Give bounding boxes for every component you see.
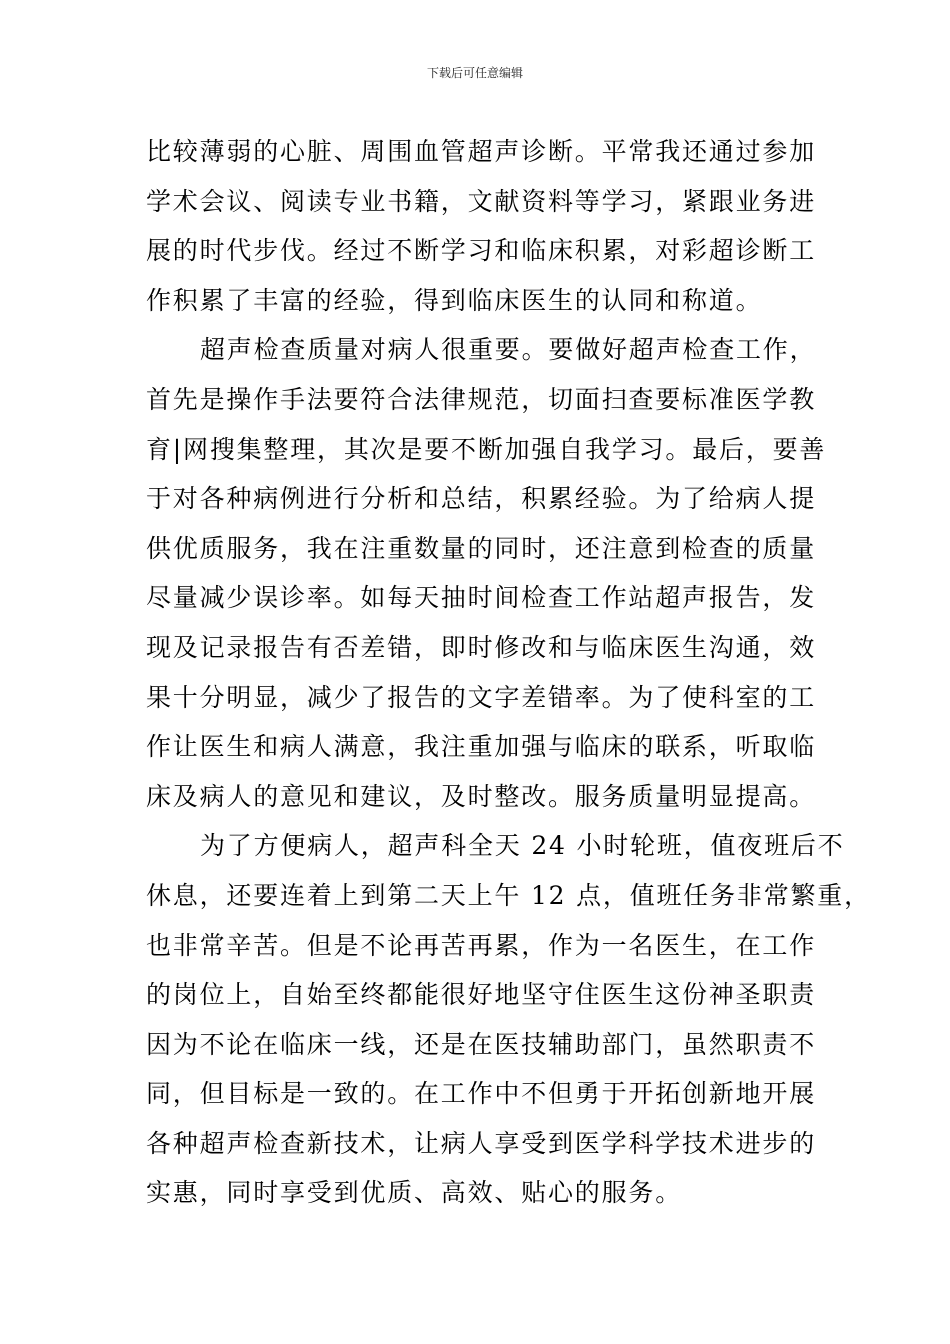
paragraph-3-line: 实惠，同时享受到优质、高效、贴心的服务。	[146, 1178, 683, 1208]
document-body	[146, 127, 871, 1218]
paragraph-2-line: 于对各种病例进行分析和总结，积累经验。为了给病人提	[146, 484, 817, 514]
paragraph-3-line: 因为不论在临床一线，还是在医技辅助部门，虽然职责不	[146, 1029, 817, 1059]
paragraph-3-line: 的岗位上，自始至终都能很好地坚守住医生这份神圣职责	[146, 980, 817, 1010]
paragraph-3-line: 休息，还要连着上到第二天上午 12 点，值班任务非常繁重，	[146, 880, 871, 910]
paragraph-2-line: 尽量减少误诊率。如每天抽时间检查工作站超声报告，发	[146, 583, 817, 613]
paragraph-3-line: 也非常辛苦。但是不论再苦再累，作为一名医生，在工作	[146, 930, 817, 960]
paragraph-2-line: 超声检查质量对病人很重要。要做好超声检查工作，	[200, 335, 817, 365]
paragraph-1-line: 作积累了丰富的经验，得到临床医生的认同和称道。	[146, 285, 763, 315]
page-header: 下载后可任意编辑	[426, 66, 523, 80]
paragraph-2-line: 作让医生和病人满意，我注重加强与临床的联系，听取临	[146, 732, 817, 762]
paragraph-1-line: 展的时代步伐。经过不断学习和临床积累，对彩超诊断工	[146, 236, 817, 266]
paragraph-2-line: 供优质服务，我在注重数量的同时，还注意到检查的质量	[146, 533, 817, 563]
paragraph-1-line: 比较薄弱的心脏、周围血管超声诊断。平常我还通过参加	[146, 137, 817, 166]
paragraph-2-line: 床及病人的意见和建议，及时整改。服务质量明显提高。	[146, 781, 817, 811]
paragraph-2-line: 果十分明显，减少了报告的文字差错率。为了使科室的工	[146, 682, 817, 712]
paragraph-3-line: 各种超声检查新技术，让病人享受到医学科学技术进步的	[146, 1128, 817, 1158]
paragraph-2-line: 现及记录报告有否差错，即时修改和与临床医生沟通，效	[146, 632, 817, 662]
paragraph-2-line: 育|网搜集整理，其次是要不断加强自我学习。最后，要善	[146, 434, 827, 464]
paragraph-3-line: 为了方便病人，超声科全天 24 小时轮班，值夜班后不	[200, 831, 845, 861]
paragraph-2-line: 首先是操作手法要符合法律规范，切面扫查要标准医学教	[146, 384, 817, 414]
paragraph-3-line: 同，但目标是一致的。在工作中不但勇于开拓创新地开展	[146, 1079, 817, 1109]
paragraph-1-line: 学术会议、阅读专业书籍，文献资料等学习，紧跟业务进	[146, 186, 817, 216]
